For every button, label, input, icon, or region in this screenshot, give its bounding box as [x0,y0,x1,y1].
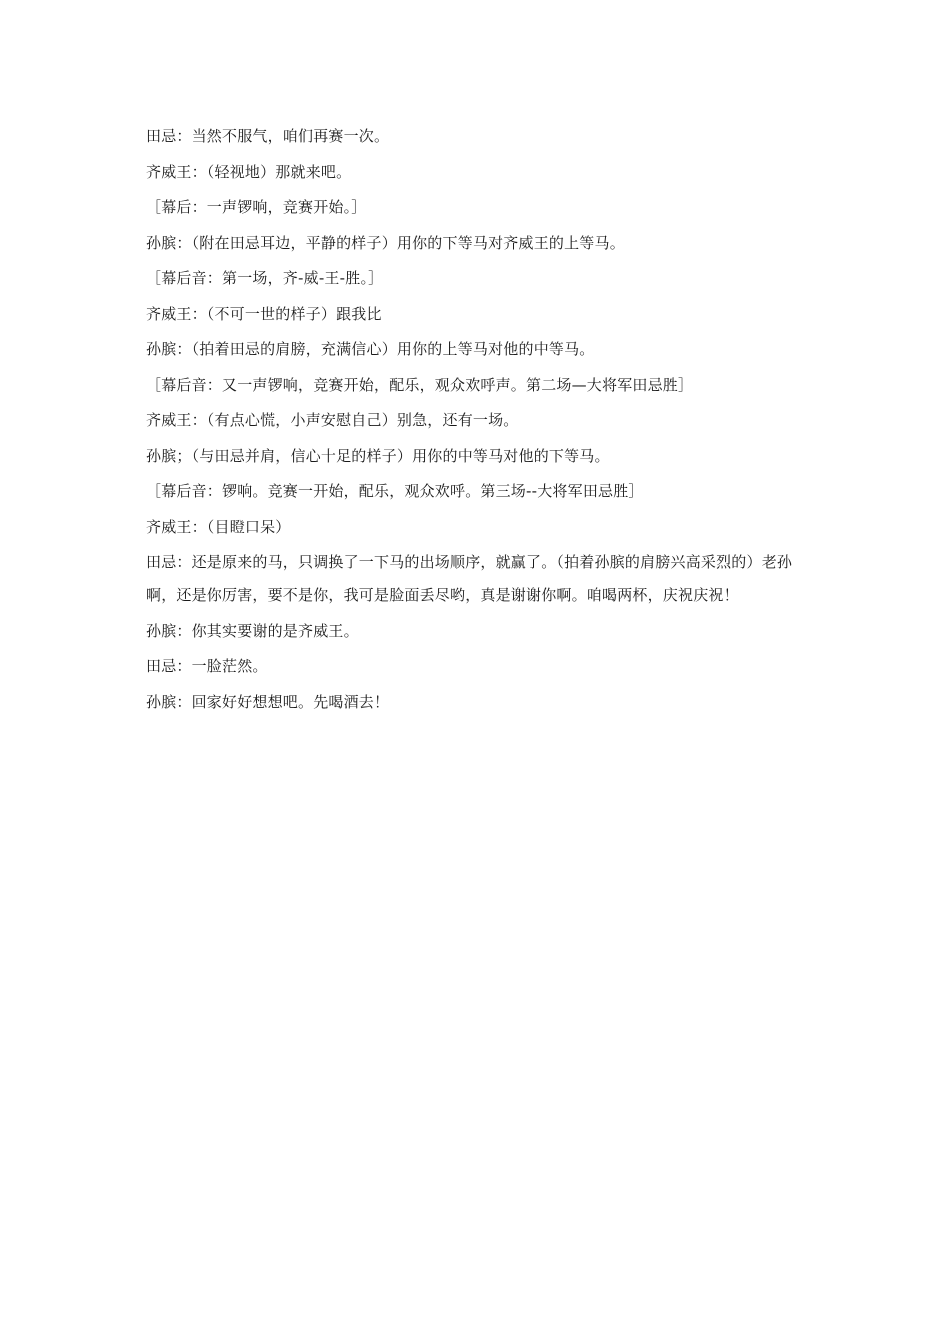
dialogue-line: 孙膑：（拍着田忌的肩膀，充满信心）用你的上等马对他的中等马。 [146,340,595,358]
dialogue-line: 啊，还是你厉害，要不是你，我可是脸面丢尽哟，真是谢谢你啊。咱喝两杯，庆祝庆祝！ [146,586,739,604]
dialogue-line: 齐威王：（轻视地）那就来吧。 [146,162,352,181]
dialogue-line: 齐威王：（有点心慌，小声安慰自己）别急，还有一场。 [146,411,519,429]
dialogue-line: 田忌：一脸茫然。 [146,657,268,675]
stage-direction: ［幕后音：锣响。竞赛一开始，配乐，观众欢呼。第三场--大将军田忌胜］ [146,482,644,500]
dialogue-line: 齐威王：（不可一世的样子）跟我比 [146,304,382,323]
stage-direction: ［幕后音：第一场，齐-威-王-胜。］ [146,269,384,287]
dialogue-line: 孙膑：回家好好想想吧。先喝酒去！ [146,692,390,711]
stage-direction: ［幕后：一声锣响，竞赛开始。］ [146,198,367,216]
stage-direction: ［幕后音：又一声锣响，竞赛开始，配乐，观众欢呼声。第二场—大将军田忌胜］ [146,375,694,394]
dialogue-line: 齐威王：（目瞪口呆） [146,517,291,536]
dialogue-line: 孙膑：（附在田忌耳边，平静的样子）用你的下等马对齐威王的上等马。 [146,233,625,252]
dialogue-line: 田忌：当然不服气，咱们再赛一次。 [146,127,390,145]
dialogue-line: 田忌：还是原来的马，只调换了一下马的出场顺序，就赢了。（拍着孙膑的肩膀兴高采烈的）老孙 [146,553,793,571]
dialogue-line: 孙膑：你其实要谢的是齐威王。 [146,621,359,640]
dialogue-line: 孙膑；（与田忌并肩，信心十足的样子）用你的中等马对他的下等马。 [146,446,610,465]
script-text [146,124,806,725]
